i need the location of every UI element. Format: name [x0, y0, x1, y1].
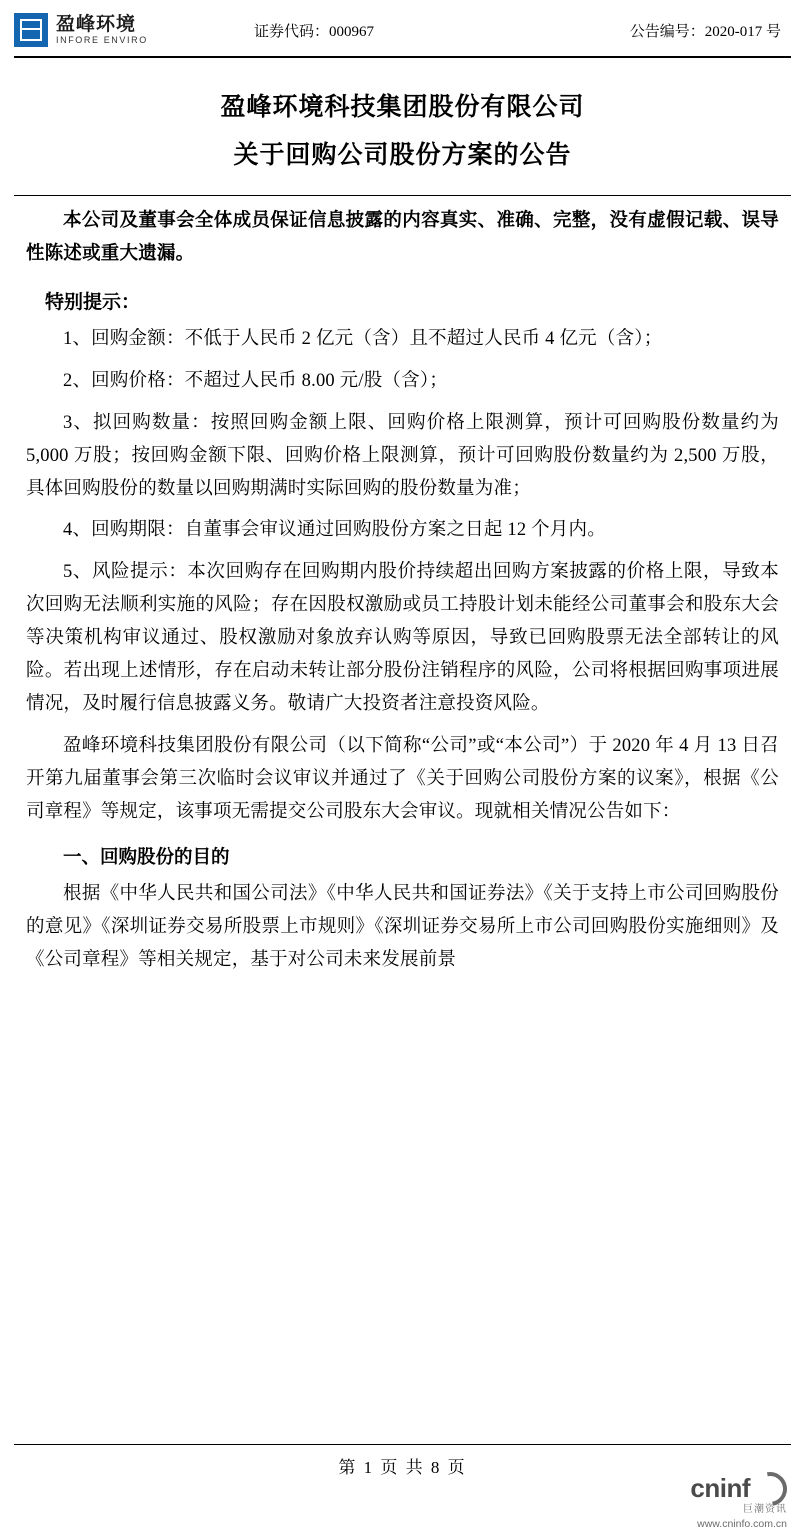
page-header	[0, 0, 805, 56]
tip-item-5: 5、风险提示：本次回购存在回购期内股价持续超出回购方案披露的价格上限，导致本次回购无法顺利实施的风险；存在因股权激励或员工持股计划未能经公司董事会和股东大会等决策机构审议通过、股权激励对象放弃认购等原因，导致已回购股票无法全部转让的风险。若出现上述情形，存在启动未转让部分股份注销程序的风险，公司将根据回购事项进展情况，及时履行信息披露义务。敬请广大投资者注意投资风险。	[26, 562, 779, 715]
tip-item-4: 4、回购期限：自董事会审议通过回购股份方案之日起 12 个月内。	[63, 520, 606, 541]
title-line-2: 关于回购公司股份方案的公告	[233, 141, 572, 169]
cninfo-brand-row	[690, 1472, 787, 1506]
title-line-1: 盈峰环境科技集团股份有限公司	[220, 94, 585, 121]
logo-text	[56, 15, 148, 45]
tip-item-1: 1、回购金额：不低于人民币 2 亿元（含）且不超过人民币 4 亿元（含）；	[63, 328, 663, 349]
disclaimer-paragraph: 本公司及董事会全体成员保证信息披露的内容真实、准确、完整，没有虚假记载、误导性陈述或重大遗漏。	[26, 211, 779, 264]
page-number: 第 1 页 共 8 页	[338, 1458, 467, 1477]
company-logo	[14, 13, 214, 47]
tip-item-3: 3、拟回购数量：按照回购金额上限、回购价格上限测算，预计可回购股份数量约为 5,000 万股；按回购金额下限、回购价格上限测算，预计可回购股份数量约为 2,500 万股，具体回购股份的数量以回购期满时实际回购的股份数量为准；	[26, 412, 779, 499]
page-footer	[0, 1444, 805, 1478]
logo-english-name: INFORE ENVIRO	[56, 34, 148, 45]
section-heading-1: 一、回购股份的目的	[63, 847, 230, 868]
title-divider	[14, 195, 791, 196]
footer-divider	[14, 1444, 791, 1445]
announcement-number: 公告编号：2020-017 号	[629, 23, 781, 40]
logo-chinese-name: 盈峰环境	[56, 13, 137, 35]
cninfo-watermark	[690, 1472, 787, 1530]
header-divider	[14, 56, 791, 58]
section-1-paragraph: 根据《中华人民共和国公司法》《中华人民共和国证券法》《关于支持上市公司回购股份的意见》《深圳证券交易所股票上市规则》《深圳证券交易所上市公司回购股份实施细则》及《公司章程》等相关规定，基于对公司未来发展前景	[26, 883, 779, 970]
page-title	[0, 84, 805, 179]
body-paragraph-1: 盈峰环境科技集团股份有限公司（以下简称“公司”或“本公司”）于 2020 年 4 月 13 日召开第九届董事会第三次临时会议审议并通过了《关于回购公司股份方案的议案》，根据《公司章程》等规定，该事项无需提交公司股东大会审议。现就相关情况公告如下：	[26, 735, 779, 822]
document-body	[0, 205, 805, 977]
cninfo-brand-chinese: 巨潮资讯	[743, 1504, 787, 1516]
tip-item-2: 2、回购价格：不超过人民币 8.00 元/股（含）；	[63, 370, 448, 391]
special-tips-heading: 特别提示：	[45, 291, 141, 313]
cninfo-url: www.cninfo.com.cn	[697, 1517, 787, 1530]
security-code: 证券代码：000967	[254, 23, 375, 40]
header-meta	[214, 20, 787, 41]
cninfo-brand-name: cninf	[690, 1473, 750, 1504]
infore-logo-icon	[14, 13, 48, 47]
